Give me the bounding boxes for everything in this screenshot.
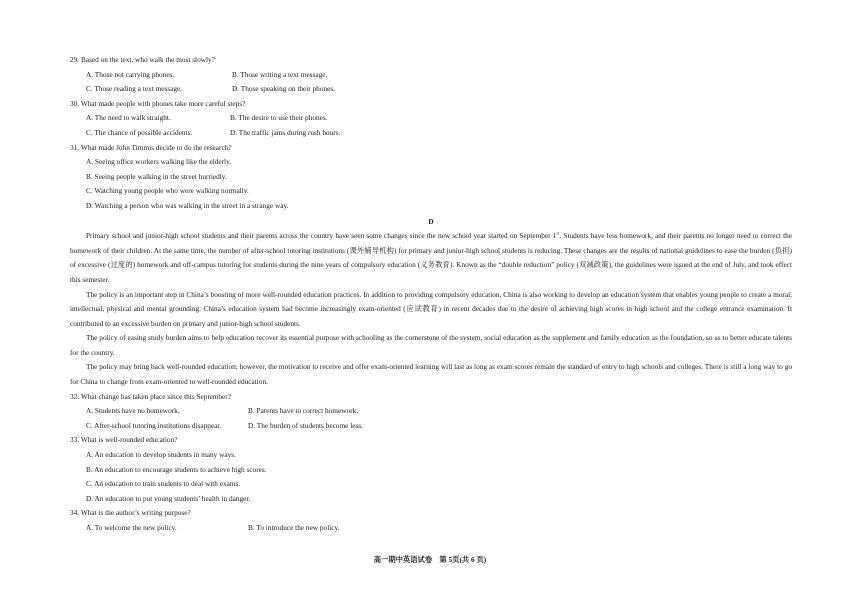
option-d: D. The burden of students become less. — [248, 420, 363, 430]
option-a: A. Seeing office workers walking like the elderly. — [86, 157, 232, 167]
question-30 — [70, 97, 792, 141]
passage-d — [70, 215, 792, 390]
passage-paragraph-3: The policy of easing study burden aims to help education recover its essential purpose with schooling as the cornerstone of the system, social education as the supplement and family education as the foundation, so as to better educate talents for the country. — [70, 333, 792, 357]
option-d: D. Those speaking on their phones. — [232, 84, 336, 94]
passage-paragraph-4: The policy may bring back well-rounded education; however, the motivation to receive and offer exam-oriented learning will last as long as exam scores remain the standard of entry to high schools and colleges. There is still a long way to go for China to change from exam-oriented to well-rounded education. — [70, 362, 792, 387]
question-34 — [70, 506, 792, 535]
question-32 — [70, 390, 792, 434]
option-a: A. Those not carrying phones. — [86, 69, 175, 79]
page-content — [70, 53, 792, 536]
option-b: B. Parents have to correct homework. — [248, 406, 359, 416]
option-c: C. Those reading a text message. — [86, 84, 183, 94]
section-title: D — [428, 216, 434, 226]
option-c: C. The chance of possible accidents. — [86, 127, 193, 137]
passage-paragraph-2: The policy is an important step in China’s boosting of more well-rounded education practices. In addition to providing compulsory education, China is also working to develop an education system that enables young people to create a moral, intellectual, physical and mental grounding. China’s education system had become increasingly exam-oriented (应试教育) in recent decades due to the desire of achieving high scores in high school and the college entrance examination. It contributed to an excessive burden on primary and junior-high school students. — [70, 289, 792, 328]
question-31 — [70, 141, 792, 214]
question-stem: 29. Based on the text, who walk the most slowly? — [70, 55, 215, 64]
question-stem: 30. What made people with phones take more careful steps? — [70, 98, 246, 108]
option-a: A. To welcome the new policy. — [86, 523, 177, 532]
question-stem: 31. What made John Timmis decide to do the research? — [70, 142, 232, 152]
option-d: D. An education to put young students’ health in danger. — [86, 493, 251, 503]
option-c: C. Watching young people who were walking normally. — [86, 186, 249, 196]
question-33 — [70, 433, 792, 506]
option-a: A. Students have no homework. — [86, 406, 180, 416]
option-b: B. Those writing a text message. — [232, 69, 328, 79]
question-stem: 33. What is well-rounded education? — [70, 435, 178, 445]
option-b: B. The desire to use their phones. — [230, 113, 328, 123]
question-stem: 32. What change has taken place since this September? — [70, 391, 231, 401]
question-29 — [70, 53, 792, 97]
question-stem: 34. What is the author’s writing purpose? — [70, 508, 191, 518]
option-b: B. An education to encourage students to achieve high scores. — [86, 464, 267, 474]
option-c: C. An education to train students to deal with exams. — [86, 479, 241, 489]
option-b: B. Seeing people walking in the street hurriedly. — [86, 171, 227, 181]
ordinal-suffix: st — [556, 230, 560, 236]
option-d: D. The traffic jams during rush hours. — [230, 127, 341, 137]
option-d: D. Watching a person who was walking in the street in a strange way. — [86, 200, 289, 210]
option-b: B. To introduce the new policy. — [248, 523, 340, 532]
option-a: A. An education to develop students in many ways. — [86, 450, 236, 460]
option-a: A. The need to walk straight. — [86, 113, 171, 123]
option-c: C. After-school tutoring institutions disappear. — [86, 420, 222, 430]
page-footer: 高一期中英语试卷 第 5页(共 6 页) — [373, 555, 487, 564]
passage-paragraph-1: Primary school and junior-high school students and their parents across the country have seen some changes since the new school year started on September 1st. Students have less homework, and their parents no longer need to correct the homework of their children. At the same time, the number of after-school tutoring institutions (课外辅导机构) for primary and junior-high school students is reducing. These changes are the results of national guidelines to ease the burden (负担) of excessive (过度的) homework and off-campus tutoring for students during the nine years of compulsory education (义务教育). Known as the “double reduction” policy (双减政策), the guidelines were issued at the end of July, and took effect this semester. — [70, 230, 792, 284]
